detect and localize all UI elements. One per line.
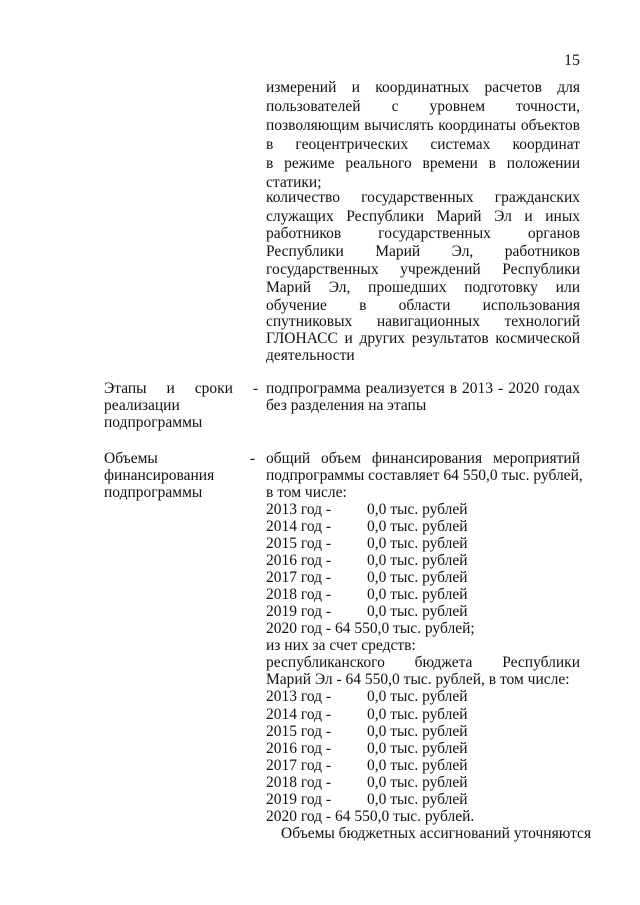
label-line: Объемы (104, 450, 158, 467)
year-amount: 0,0 тыс. рублей (367, 723, 468, 740)
text-line: без разделения на этапы (266, 397, 427, 414)
label-line: финансирования (104, 467, 215, 484)
year-label: 2014 год - (266, 518, 332, 535)
funding-dash: - (250, 450, 256, 467)
text-line: Республики Марий Эл, работников (266, 243, 580, 260)
text-line: статики; (266, 174, 322, 191)
text-line: в режиме реального времени в положении (266, 155, 580, 172)
year-label: 2015 год - (266, 535, 332, 552)
text-line: обучение в области использования (266, 297, 580, 314)
year-label: 2013 год - (266, 688, 332, 705)
text-line: Марий Эл - 64 550,0 тыс. рублей, в том числе: (266, 671, 570, 688)
budget-total-line: 2020 год - 64 550,0 тыс. рублей. (266, 808, 475, 825)
year-label: 2016 год - (266, 552, 332, 569)
text-line: пользователей с уровнем точности, (266, 98, 580, 115)
text-line: подпрограмма реализуется в 2013 - 2020 годах (266, 380, 580, 397)
text-line: ГЛОНАСС и других результатов космической (266, 330, 580, 347)
year-amount: 0,0 тыс. рублей (367, 603, 468, 620)
year-amount: 0,0 тыс. рублей (367, 688, 468, 705)
year-label: 2014 год - (266, 706, 332, 723)
year-amount: 0,0 тыс. рублей (367, 740, 468, 757)
text-line: позволяющим вычислять координаты объектов (266, 117, 580, 134)
text-line: в том числе: (266, 484, 347, 501)
text-line: Марий Эл, прошедших подготовку или (266, 279, 580, 296)
year-label: 2015 год - (266, 723, 332, 740)
year-amount: 0,0 тыс. рублей (367, 586, 468, 603)
label-line: реализации (104, 397, 180, 414)
text-line: работников государственных органов (266, 225, 580, 242)
year-label: 2017 год - (266, 569, 332, 586)
text-line: подпрограммы составляет 64 550,0 тыс. рублей, (266, 467, 583, 484)
year-label: 2019 год - (266, 791, 332, 808)
year-label: 2018 год - (266, 586, 332, 603)
text-line: общий объем финансирования мероприятий (266, 450, 580, 467)
label-line: подпрограммы (104, 414, 203, 431)
text-line: республиканского бюджета Республики (266, 654, 580, 671)
text-line: спутниковых навигационных технологий (266, 313, 580, 330)
label-line: подпрограммы (104, 484, 203, 501)
year-label: 2017 год - (266, 757, 332, 774)
year-amount: 0,0 тыс. рублей (367, 569, 468, 586)
text-line: государственных учреждений Республики (266, 261, 580, 278)
year-amount: 0,0 тыс. рублей (367, 535, 468, 552)
year-amount: 0,0 тыс. рублей (367, 757, 468, 774)
text-line: количество государственных гражданских (266, 189, 580, 206)
year-label: 2018 год - (266, 774, 332, 791)
year-amount: 0,0 тыс. рублей (367, 774, 468, 791)
year-label: 2016 год - (266, 740, 332, 757)
final-line: Объемы бюджетных ассигнований уточняются (281, 825, 592, 842)
text-line: измерений и координатных расчетов для (266, 79, 580, 96)
year-amount: 0,0 тыс. рублей (367, 518, 468, 535)
label-line: Этапы и сроки - (104, 380, 258, 397)
year-amount: 0,0 тыс. рублей (367, 791, 468, 808)
page-number: 15 (564, 52, 580, 69)
sources-heading: из них за счет средств: (266, 637, 416, 654)
text-line: служащих Республики Марий Эл и иных (266, 208, 580, 225)
year-amount: 0,0 тыс. рублей (367, 706, 468, 723)
text-line: в геоцентрических системах координат (266, 136, 580, 153)
text-line: деятельности (266, 347, 355, 364)
year-amount: 0,0 тыс. рублей (367, 552, 468, 569)
year-amount: 0,0 тыс. рублей (367, 501, 468, 518)
year-label: 2013 год - (266, 501, 332, 518)
year-label: 2019 год - (266, 603, 332, 620)
total-line: 2020 год - 64 550,0 тыс. рублей; (266, 620, 475, 637)
